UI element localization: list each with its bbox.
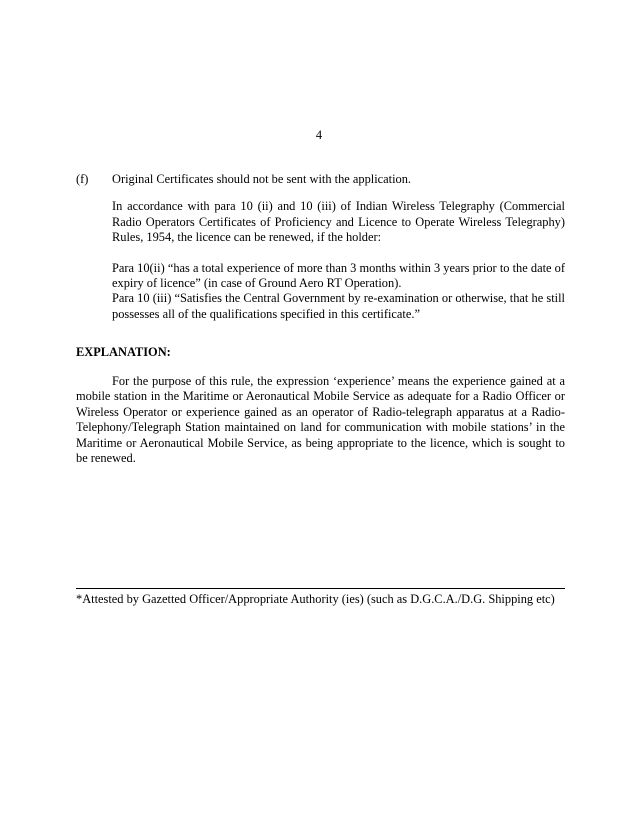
item-title: Original Certificates should not be sent with the application. [112, 172, 412, 186]
footnote-divider [76, 588, 565, 589]
para-10-iii: Para 10 (iii) “Satisfies the Central Government by re-examination or otherwise, that he still possesses all of the qualifications specified in this certificate.” [112, 291, 565, 321]
page-number: 4 [315, 128, 323, 142]
para-10-ii: Para 10(ii) “has a total experience of more than 3 months within 3 years prior to the date of expiry of licence” (in case of Ground Aero RT Operation). [112, 260, 565, 291]
footnote: *Attested by Gazetted Officer/Appropriate Authority (ies) (such as D.G.C.A./D.G. Shipping etc) [76, 592, 555, 606]
explanation-text: For the purpose of this rule, the expression ‘experience’ means the experience gained at a mobile station in the Maritime or Aeronautical Mobile Service as adequate for a Radio Officer or Wireless Operator or experience gained as an operator of Radio-telegraph apparatus at a Radio-Telephony/Telegraph Station maintained on land for communication with mobile stations’ in the Maritime or Aeronautical Mobile Service, as being appropriate to the licence, which is sought to be renewed. [76, 374, 565, 466]
item-label: (f) [76, 172, 89, 186]
explanation-heading: EXPLANATION: [76, 345, 171, 359]
renewal-intro: In accordance with para 10 (ii) and 10 (iii) of Indian Wireless Telegraphy (Commercial Radio Operators Certificates of Proficiency and Licence to Operate Wireless Telegraphy) Rules, 1954, the licence can be renewed, if the holder: [112, 199, 565, 245]
item-body [112, 172, 565, 322]
